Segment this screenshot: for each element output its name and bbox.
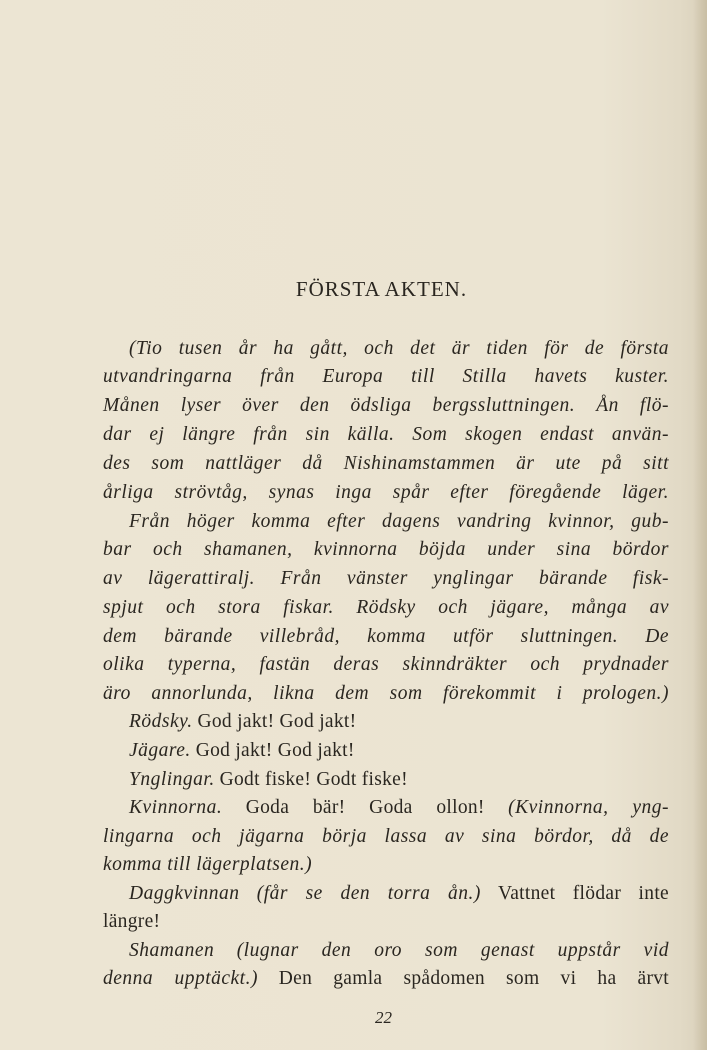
act-heading: FÖRSTA AKTEN. — [295, 277, 468, 301]
dialogue-line — [103, 879, 669, 909]
spoken-text-line: längre! — [103, 911, 161, 932]
spoken-text: Godt fiske! Godt fiske! — [219, 769, 408, 790]
speaker-name: Shamanen — [129, 940, 215, 961]
stage-direction-line: Månen lyser över den ödsliga bergssluttningen. Ån flö- — [103, 395, 669, 416]
stage-direction-line: spjut och stora fiskar. Rödsky och jägare, många av — [103, 597, 669, 618]
stage-direction-line: Från höger komma efter dagens vandring kvinnor, gub- — [129, 511, 669, 532]
dialogue-line — [103, 936, 669, 966]
stage-direction-line: årliga strövtåg, synas inga spår efter föregående läger. — [103, 482, 669, 503]
dialogue-line — [103, 707, 669, 737]
stage-direction-line: dem bärande villebråd, komma utför sluttningen. De — [103, 626, 669, 647]
stage-direction-line: olika typerna, fastän deras skinndräkter och prydnader — [103, 654, 669, 675]
stage-direction-line: des som nattläger då Nishinamstammen är ute på sitt — [103, 453, 669, 474]
page-number: 22 — [375, 1008, 392, 1027]
stage-direction-line: dar ej längre från sin källa. Som skogen endast använ- — [103, 424, 669, 445]
stage-direction-line: utvandringarna från Europa till Stilla havets kuster. — [103, 366, 669, 387]
speaker-name: Ynglingar. — [129, 769, 215, 790]
stage-direction-line: av lägerattiralj. Från vänster ynglingar bärande fisk- — [103, 568, 669, 589]
speaker-name: Kvinnorna. — [129, 797, 223, 818]
dialogue-line — [103, 793, 669, 823]
speaker-name: Jägare. — [129, 740, 191, 761]
stage-direction-line: (Tio tusen år ha gått, och det är tiden för de första — [129, 338, 669, 359]
speaker-name: Rödsky. — [129, 711, 193, 732]
speaker-name: Daggkvinnan — [129, 883, 240, 904]
spoken-text: Den gamla spådomen som vi ha ärvt — [278, 968, 670, 989]
dialogue-line — [103, 736, 669, 766]
spoken-text: God jakt! God jakt! — [195, 740, 355, 761]
stage-direction: (lugnar den oro som genast uppstår vid — [236, 940, 670, 961]
stage-direction: (Kvinnorna, yng- — [508, 797, 670, 818]
spoken-text: God jakt! God jakt! — [197, 711, 357, 732]
stage-direction: denna upptäckt.) — [103, 968, 258, 989]
stage-direction-line: lingarna och jägarna börja lassa av sina bördor, då de — [103, 826, 669, 847]
stage-direction-line: bar och shamanen, kvinnorna böjda under sina bördor — [103, 539, 669, 560]
stage-direction-line: äro annorlunda, likna dem som förekommit i prologen.) — [103, 683, 669, 704]
dialogue-line — [103, 964, 669, 994]
stage-direction: (får se den torra ån.) — [256, 883, 481, 904]
spoken-text: Goda bär! Goda ollon! — [245, 797, 485, 818]
dialogue-line — [103, 765, 669, 795]
stage-direction-line: komma till lägerplatsen.) — [103, 854, 313, 875]
spoken-text: Vattnet flödar inte — [498, 883, 670, 904]
page-edge-shadow — [693, 0, 707, 1050]
